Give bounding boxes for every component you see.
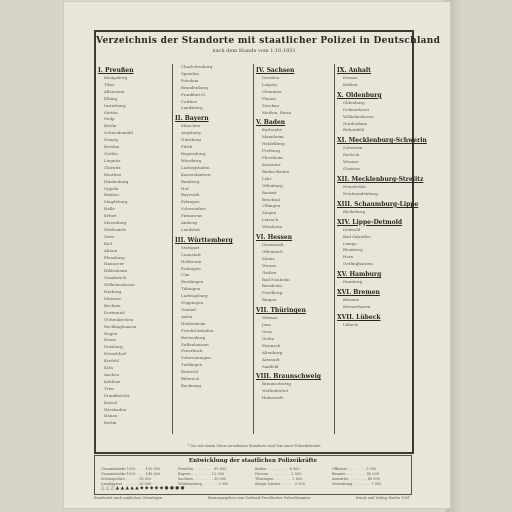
place-entry: Düsseldorf: [104, 351, 126, 357]
place-entry: Pirmasens: [181, 213, 203, 219]
footnote: * Die mit einem Stern versehenen Standorte sind Sitz einer Polizeibehörde: [187, 444, 321, 448]
place-entry: Köthen: [343, 81, 358, 87]
place-entry: Hanau: [104, 413, 118, 419]
place-entry: Oldenburg: [343, 99, 365, 105]
legend-line: Bayern . . . . . . . . . 12 000: [178, 472, 225, 476]
place-entry: Güstrow: [343, 166, 361, 172]
document-subtitle: nach dem Stande vom 1.10.1931: [212, 48, 296, 54]
place-entry: Spandau: [181, 70, 199, 76]
legend-box: [94, 455, 412, 495]
place-entry: Ludwigshafen: [181, 164, 210, 170]
bottom-note-center: Herausgegeben vom Verband Preußischer Polizeibeamter: [207, 496, 311, 500]
place-entry: Erlangen: [181, 199, 200, 205]
place-entry: Halle: [104, 206, 115, 212]
place-entry: Blomberg: [343, 247, 363, 253]
legend-line: Baden . . . . . . . . . . 4 000: [255, 467, 300, 471]
place-entry: Kaiserslautern: [181, 171, 211, 177]
legend-symbols: △ △ △ ▲ ▲ ▲ ▲ ▲ ◆ ◆ ◆ ◆ ◆ ● ● ● ●: [101, 486, 185, 491]
place-entry: Reutlingen: [181, 279, 204, 285]
place-entry: Bremerhaven: [343, 303, 371, 309]
region-heading: XV. Hamburg: [337, 271, 382, 279]
legend-title: Entwicklung der staatlichen Polizeikräfte: [188, 458, 318, 464]
place-entry: Kiel: [104, 240, 112, 246]
place-entry: Augsburg: [181, 130, 201, 136]
place-entry: Lörrach: [262, 217, 279, 223]
place-entry: Insterburg: [104, 102, 126, 108]
place-entry: Flensburg: [104, 254, 125, 260]
place-entry: Erfurt: [104, 213, 117, 219]
region-heading: I. Preußen: [98, 67, 134, 74]
place-entry: Stettin: [104, 109, 118, 115]
region-heading: VIII. Braunschweig: [256, 373, 321, 381]
place-entry: Konstanz: [262, 161, 281, 167]
column-1: [96, 64, 173, 434]
place-entry: Schwerin: [343, 145, 363, 151]
place-entry: Essen: [104, 337, 116, 343]
place-entry: Regensburg: [181, 150, 206, 156]
place-entry: Lahr: [262, 175, 272, 181]
place-entry: Bremen: [343, 297, 359, 303]
place-entry: Bückeburg: [343, 208, 366, 214]
place-entry: Rostock: [343, 152, 360, 158]
place-entry: Duisburg: [104, 344, 123, 350]
place-entry: Bad Nauheim: [262, 276, 290, 282]
place-entry: Elbing: [104, 95, 118, 101]
place-entry: Tübingen: [181, 286, 201, 292]
place-entry: Merseburg: [104, 220, 127, 226]
place-entry: Zwickau: [262, 102, 280, 108]
place-entry: Bochum: [104, 302, 121, 308]
legend-line: Verwaltung . . . . . . . . 7 000: [332, 482, 382, 486]
place-entry: Offenbach: [262, 248, 283, 254]
place-entry: Hamburg: [343, 279, 363, 285]
legend-line: Sachsen . . . . . . . . . 10 000: [178, 477, 227, 481]
place-entry: Gießen: [262, 269, 277, 275]
column-4: [335, 64, 427, 434]
place-entry: Amberg: [181, 220, 198, 226]
place-entry: Potsdam: [181, 77, 199, 83]
place-entry: Jena: [262, 322, 271, 328]
place-entry: Nordenham: [343, 120, 368, 126]
region-heading: IX. Anhalt: [337, 67, 371, 74]
place-entry: Beuthen: [104, 171, 122, 177]
place-entry: Danzig: [104, 137, 119, 143]
place-entry: Pforzheim: [262, 155, 283, 161]
legend-block: [332, 467, 405, 487]
region-heading: VII. Thüringen: [256, 307, 306, 315]
place-entry: Cottbus: [181, 98, 197, 104]
place-entry: Friedrichshafen: [181, 327, 214, 333]
place-entry: Wolfenbüttel: [262, 388, 288, 394]
place-entry: Bingen: [262, 297, 277, 303]
place-entry: Lemgo: [343, 240, 357, 246]
place-entry: Bensheim: [262, 283, 282, 289]
place-entry: Gleiwitz: [104, 164, 121, 170]
place-entry: Chemnitz: [262, 88, 282, 94]
legend-block: [255, 467, 328, 487]
legend-line: übrige Länder . . . . . . 5 000: [255, 482, 305, 486]
document-page: [64, 2, 450, 508]
legend-lines: [101, 467, 405, 487]
place-entry: Friedberg: [262, 290, 283, 296]
bottom-note-right: Druck und Verlag: Berlin 1931: [355, 496, 410, 500]
place-entry: Detmold: [343, 226, 361, 232]
place-entry: Heidenheim: [181, 320, 206, 326]
place-entry: Gera: [262, 329, 272, 334]
place-entry: Rottweil: [181, 369, 198, 375]
place-entry: Altona: [104, 247, 118, 253]
place-entry: Bamberg: [181, 178, 200, 184]
place-entry: Breslau: [104, 144, 120, 150]
place-entry: Delmenhorst: [343, 106, 370, 112]
legend-line: Thüringen . . . . . . . . 2 000: [255, 477, 303, 481]
place-entry: Zuffenhausen: [181, 341, 209, 347]
place-entry: Neubrandenburg: [343, 190, 378, 196]
place-entry: Charlottenburg: [181, 64, 213, 69]
place-entry: Gelsenkirchen: [104, 316, 134, 322]
place-entry: Ulm: [181, 272, 190, 278]
place-entry: Schwenningen: [181, 355, 211, 361]
place-entry: Osnabrück: [104, 275, 127, 281]
place-entry: Ravensburg: [181, 334, 206, 340]
place-entry: Eisenach: [262, 342, 281, 348]
place-entry: Heilbronn: [181, 258, 202, 264]
document-title: Verzeichnis der Standorte mit staatlicher Polizei in Deutschland: [96, 36, 441, 46]
place-entry: Baden-Baden: [262, 168, 290, 174]
place-entry: Wilhelmshaven: [104, 282, 135, 288]
place-entry: Harburg: [104, 289, 122, 295]
place-entry: Köslin: [104, 123, 117, 129]
place-entry: Fürth: [181, 144, 193, 150]
place-entry: Brandenburg: [181, 84, 208, 90]
place-entry: Recklinghausen: [104, 323, 137, 329]
place-entry: Mainz: [262, 255, 275, 261]
region-heading: XIV. Lippe-Detmold: [337, 218, 403, 226]
place-entry: Gotha: [262, 335, 275, 341]
place-entry: Nürnberg: [181, 137, 201, 143]
legend-line: Gesamtstärke 1920 . . . . 150 000: [101, 467, 161, 471]
legend-line: Württemberg . . . . . . . 5 000: [178, 482, 229, 486]
place-entry: Plauen: [262, 95, 276, 101]
place-entry: Weißenfels: [104, 226, 127, 232]
region-heading: III. Württemberg: [175, 236, 233, 244]
place-entry: München: [181, 123, 201, 129]
region-heading: XVI. Bremen: [337, 289, 380, 297]
place-entry: Altenburg: [262, 349, 283, 355]
place-entry: Saalfeld: [262, 363, 279, 369]
place-entry: Hannover: [104, 261, 124, 267]
region-heading: VI. Hessen: [256, 234, 293, 242]
place-entry: Kassel: [104, 399, 118, 405]
legend-line: Gesamtstärke 1925 . . . . 140 000: [101, 472, 161, 476]
place-entry: Görlitz: [104, 150, 118, 156]
place-entry: Würzburg: [181, 157, 202, 163]
place-entry: Göppingen: [181, 300, 204, 306]
place-entry: Stolp: [104, 116, 115, 122]
place-entry: Frankfurt/O.: [181, 91, 207, 97]
legend-line: Landjägerei . . . . . . . 20 000: [101, 482, 152, 486]
place-entry: Biberach: [181, 376, 200, 382]
place-entry: Koblenz: [104, 378, 121, 384]
place-entry: Cannstatt: [181, 251, 201, 257]
legend-line: Beamte . . . . . . . . . 80 000: [332, 472, 379, 476]
place-entry: Frankfurt/M.: [104, 392, 131, 398]
place-entry: Ratibor: [104, 192, 120, 198]
place-entry: Oerlinghausen: [343, 261, 373, 267]
bottom-notes: [94, 496, 410, 500]
place-entry: Bayreuth: [181, 192, 200, 198]
place-entry: Ludwigsburg: [181, 293, 208, 299]
place-entry: Arnstadt: [262, 356, 280, 362]
place-entry: Birkenfeld: [343, 127, 365, 133]
place-entry: Backnang: [181, 382, 202, 388]
place-entry: Braunschweig: [262, 381, 291, 387]
place-entry: Wilhelmshaven: [343, 113, 374, 119]
place-entry: Rastatt: [262, 189, 277, 195]
place-entry: Offenburg: [262, 182, 283, 188]
bottom-note-left: Bearbeitet nach amtlichen Unterlagen: [94, 496, 163, 500]
place-entry: Bruchsal: [262, 196, 280, 202]
place-entry: Dortmund: [104, 309, 125, 315]
place-entry: Meißen, Riesa: [262, 109, 291, 115]
place-entry: Worms: [262, 262, 277, 268]
region-heading: XI. Mecklenburg-Schwerin: [337, 137, 427, 145]
legend-line: Preußen . . . . . . . . . 85 000: [178, 467, 227, 471]
place-entry: Singen: [262, 210, 277, 216]
place-entry: Villingen: [262, 203, 281, 209]
place-entry: Oppeln: [104, 185, 119, 191]
legend-line: Hessen . . . . . . . . . . 2 000: [255, 472, 302, 476]
place-entry: Krefeld: [104, 358, 119, 364]
place-entry: Dessau: [343, 75, 358, 80]
place-entry: Helmstedt: [262, 395, 284, 401]
place-entry: Allenstein: [104, 88, 125, 94]
legend-line: Schutzpolizei . . . . . . 95 000: [101, 477, 152, 481]
legend-block: [101, 467, 174, 487]
place-entry: Dresden: [262, 75, 280, 80]
place-entry: Schweinfurt: [181, 206, 206, 212]
place-entry: Darmstadt: [262, 242, 284, 248]
place-entry: Königsberg: [104, 75, 128, 80]
place-entry: Magdeburg: [104, 199, 128, 205]
place-entry: Gmünd: [181, 307, 196, 312]
place-entry: Hildesheim: [104, 268, 128, 274]
place-entry: Wismar: [343, 159, 359, 165]
place-entry: Aalen: [181, 313, 193, 319]
place-entry: Hagen: [104, 330, 118, 336]
place-entry: Karlsruhe: [262, 127, 283, 133]
legend-block: [178, 467, 251, 487]
place-entry: Feuerbach: [181, 348, 203, 354]
place-entry: Freiburg: [262, 148, 280, 154]
place-entry: Tuttlingen: [181, 362, 203, 368]
place-entry: Trier: [104, 385, 115, 391]
place-entry: Heidelberg: [262, 141, 285, 147]
region-heading: XIII. Schaumburg-Lippe: [337, 200, 419, 208]
region-heading: V. Baden: [256, 119, 286, 127]
legend-line: Anwärter . . . . . . . . 40 000: [332, 477, 380, 481]
place-entry: Hindenburg: [104, 178, 129, 184]
place-entry: Lübeck: [343, 321, 358, 327]
place-entry: Esslingen: [181, 265, 201, 271]
place-entry: Leipzig: [262, 81, 277, 87]
region-heading: II. Bayern: [175, 115, 209, 123]
place-entry: Köln: [104, 365, 114, 371]
place-entry: Aachen: [104, 371, 120, 377]
place-entry: Berlin: [104, 420, 117, 426]
column-2: [173, 64, 254, 434]
region-heading: XVII. Lübeck: [337, 313, 381, 321]
place-entry: Horn: [343, 254, 354, 260]
region-heading: X. Oldenburg: [337, 91, 382, 99]
place-entry: Mannheim: [262, 134, 284, 140]
place-entry: Münster: [104, 296, 122, 301]
place-entry: Zeitz: [104, 233, 115, 239]
place-entry: Weinheim: [262, 224, 283, 230]
place-entry: Hof: [181, 185, 189, 191]
region-heading: IV. Sachsen: [256, 67, 295, 74]
place-entry: Neustrelitz: [343, 183, 366, 189]
place-entry: Weimar: [262, 315, 278, 321]
place-entry: Stuttgart: [181, 244, 200, 250]
place-entry: Liegnitz: [104, 157, 121, 163]
place-entry: Landsberg: [181, 105, 203, 111]
place-entry: Tilsit: [104, 81, 115, 87]
column-3: [254, 64, 335, 434]
legend-line: Offiziere . . . . . . . . 3 000: [332, 467, 377, 471]
directory-frame: [94, 30, 441, 454]
place-entry: Schneidemühl: [104, 130, 133, 136]
place-entry: Landshut: [181, 226, 200, 232]
place-entry: Bad Salzuflen: [343, 233, 371, 239]
region-heading: XII. Mecklenburg-Strelitz: [337, 175, 424, 183]
place-entry: Wiesbaden: [104, 406, 127, 412]
